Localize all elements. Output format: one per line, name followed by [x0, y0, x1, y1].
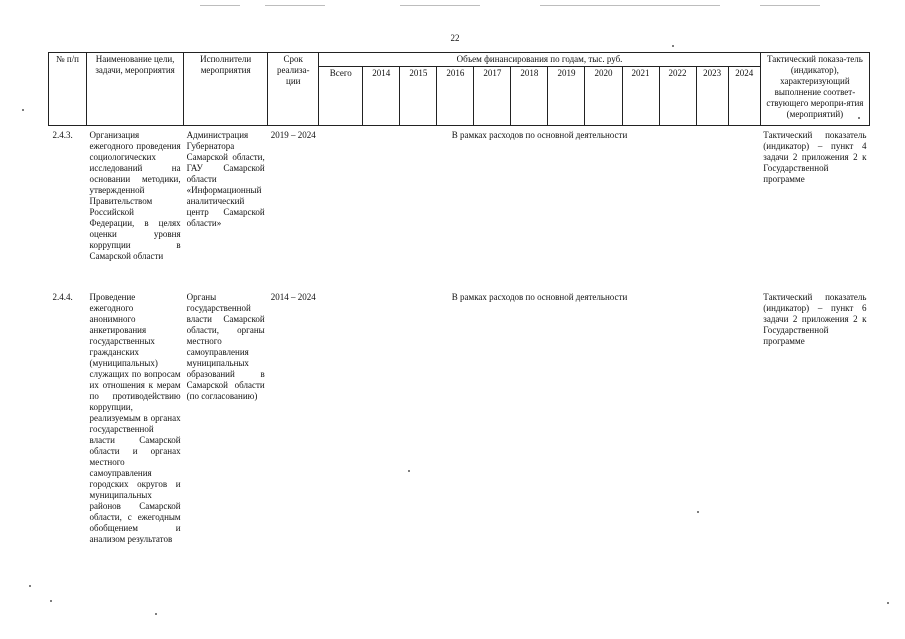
header-total: Всего: [319, 67, 363, 126]
scan-speck: [408, 470, 410, 472]
row-executors: Органы государственной власти Самарской области, органы местного самоуправления муниципальных образований в Самарской области (по согласованию): [186, 291, 265, 401]
row-term: 2014 – 2024: [270, 291, 316, 302]
header-year: 2016: [437, 67, 474, 126]
scan-speck: [50, 600, 52, 602]
header-year: 2015: [400, 67, 437, 126]
row-funding: В рамках расходов по основной деятельности: [451, 130, 628, 140]
row-funding: В рамках расходов по основной деятельности: [451, 291, 628, 302]
row-indicator: Тактический показатель (индикатор) – пункт 4 задачи 2 приложения 2 к Государственной программе: [763, 130, 867, 184]
scan-artifact-line: [760, 5, 820, 6]
row-number: 2.4.3.: [52, 130, 73, 140]
scan-speck: [155, 613, 157, 615]
header-name: Наименование цели, задачи, мероприятия: [87, 53, 184, 126]
scan-speck: [858, 117, 860, 119]
scan-speck: [22, 109, 24, 111]
header-number: № п/п: [49, 53, 87, 126]
header-term: Срок реализа-ции: [268, 53, 319, 126]
header-year: 2022: [659, 67, 696, 126]
header-funding: Объем финансирования по годам, тыс. руб.: [319, 53, 761, 67]
header-executors: Исполнители мероприятия: [184, 53, 268, 126]
table-row: [49, 126, 870, 288]
table-row: [49, 288, 870, 545]
scan-artifact-line: [265, 5, 325, 6]
row-name: Организация ежегодного проведения социологических исследований на основании методики, утвержденной Правительством Российской Федерации, в целях оценки уровня коррупции в Самарской области: [89, 130, 181, 261]
row-term: 2019 – 2024: [270, 130, 316, 140]
page-number: 22: [450, 33, 460, 43]
header-indicator: Тактический показа-тель (индикатор), характеризующий выполнение соответ-ствующего меропри-ятия (мероприятий): [760, 53, 869, 126]
scan-speck: [887, 602, 889, 604]
row-name: Проведение ежегодного анонимного анкетирования государственных гражданских (муниципальных) служащих по вопросам их отношения к мерам по противодействию коррупции, реализуемым в органах государственной власти Самарской области и органах местного самоуправления городских округов и муниципальных районов Самарской области, с ежегодным обобщением и анализом результатов: [89, 291, 181, 544]
header-year: 2021: [622, 67, 659, 126]
scan-artifact-line: [400, 5, 480, 6]
program-table: [48, 52, 870, 545]
row-number: 2.4.4.: [52, 291, 73, 302]
row-executors: Администрация Губернатора Самарской области, ГАУ Самарской области «Информационный аналитический центр Самарской области»: [186, 130, 265, 228]
header-year: 2018: [511, 67, 548, 126]
header-year: 2020: [585, 67, 622, 126]
scan-speck: [672, 45, 674, 47]
row-indicator: Тактический показатель (индикатор) – пункт 6 задачи 2 приложения 2 к Государственной программе: [763, 291, 867, 346]
header-year: 2014: [363, 67, 400, 126]
scan-speck: [29, 585, 31, 587]
header-year: 2017: [474, 67, 511, 126]
scan-artifact-line: [200, 5, 240, 6]
header-year: 2023: [696, 67, 728, 126]
header-year: 2024: [728, 67, 760, 126]
scan-artifact-line: [540, 5, 720, 6]
scan-speck: [697, 511, 699, 513]
header-year: 2019: [548, 67, 585, 126]
